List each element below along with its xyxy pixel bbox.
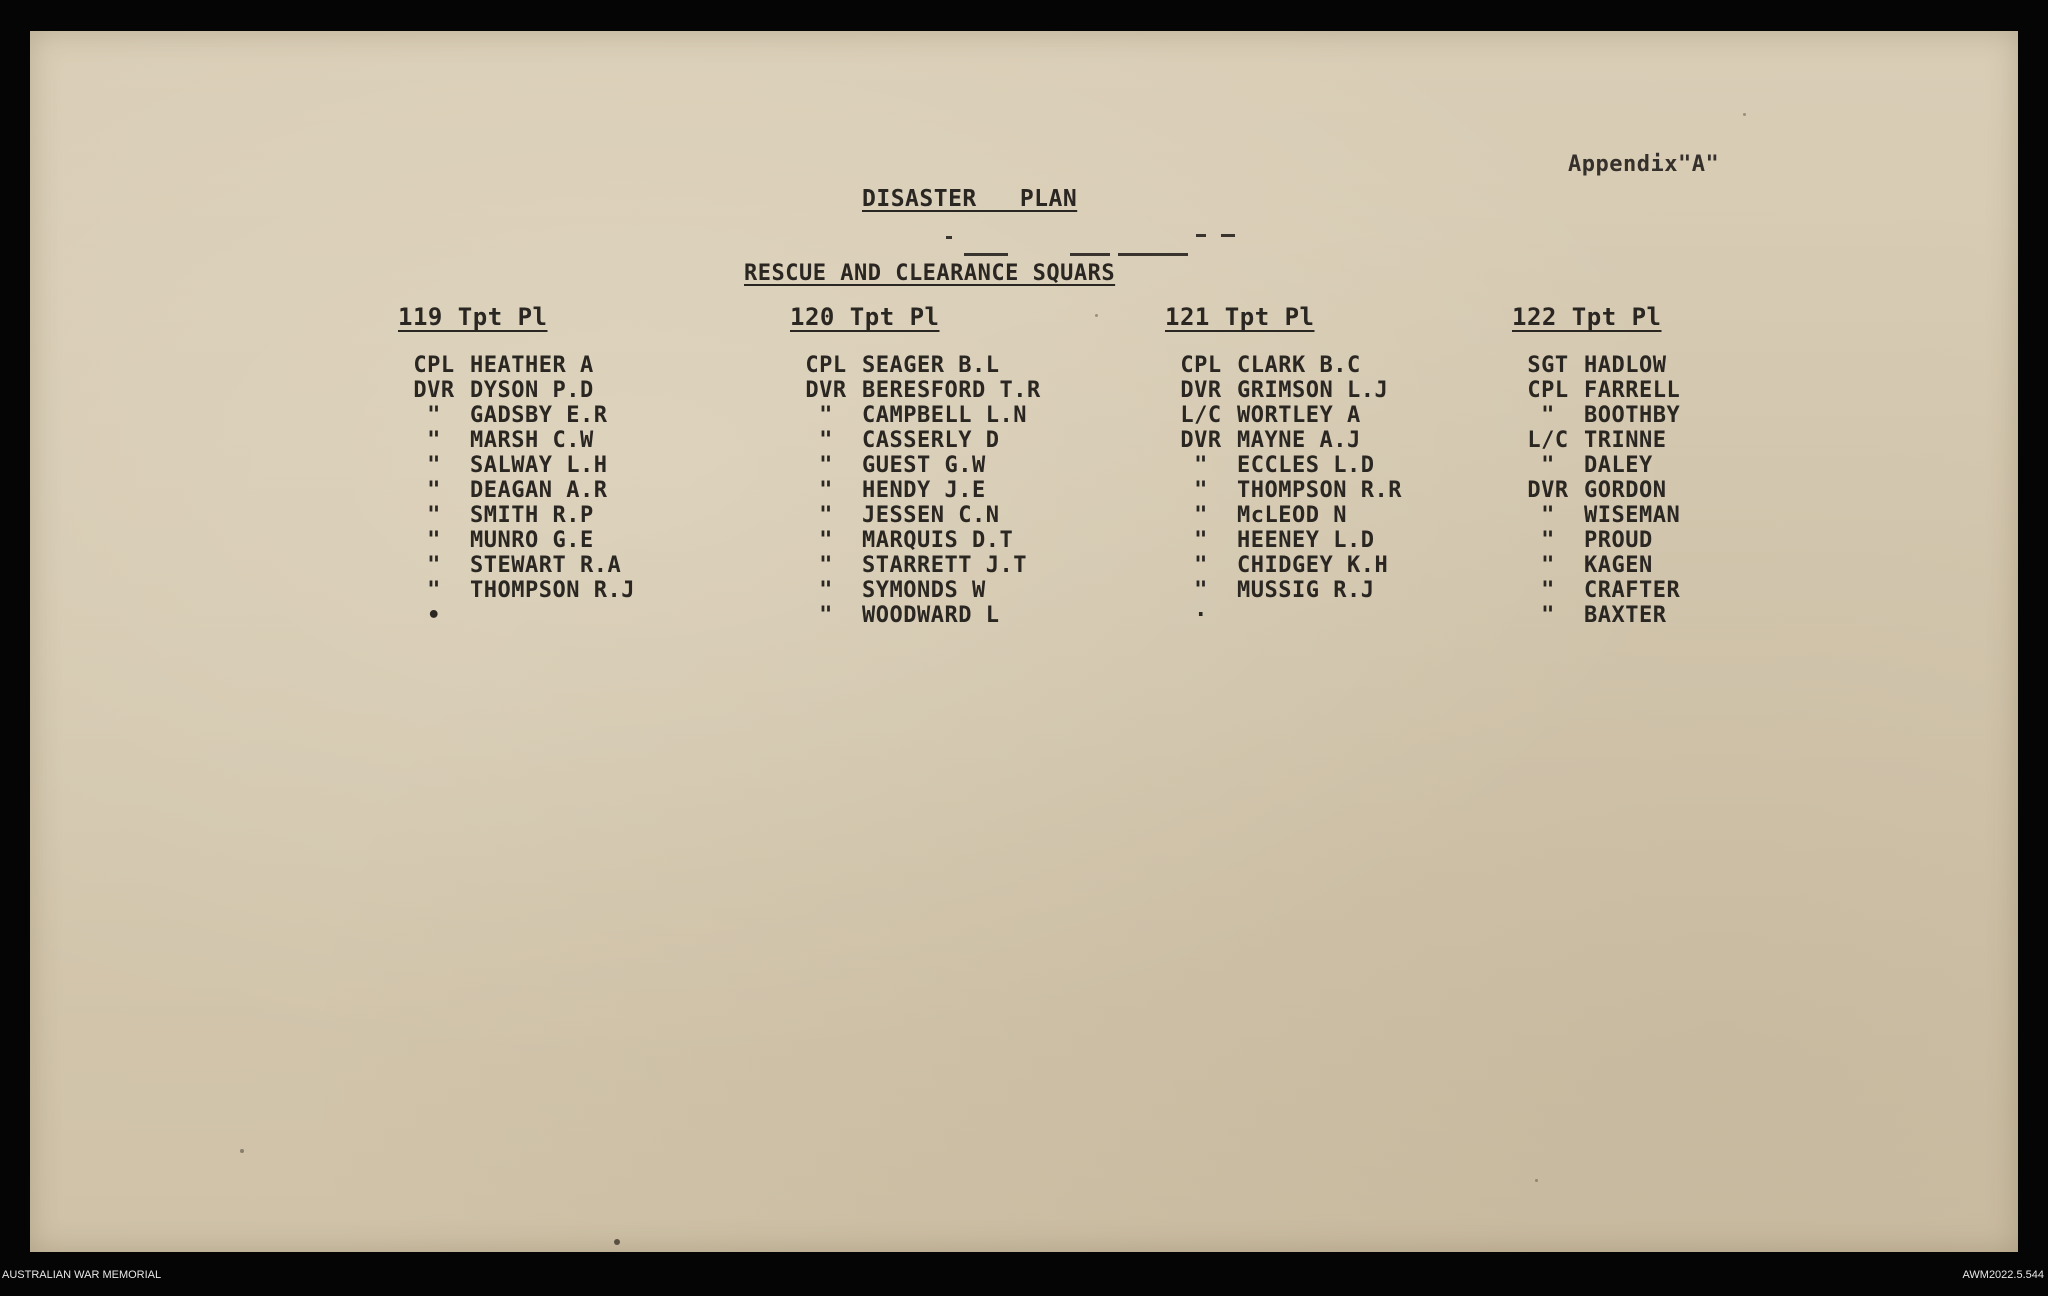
roster-row	[1512, 378, 1680, 403]
rank: CPL	[413, 353, 455, 378]
rank: CPL	[805, 353, 847, 378]
member-name: FARRELL	[1584, 378, 1681, 403]
member-name: PROUD	[1584, 528, 1653, 553]
roster-row	[790, 528, 1041, 553]
member-name: CLARK B.C	[1237, 353, 1361, 378]
member-name: MUNRO G.E	[470, 528, 594, 553]
member-name: TRINNE	[1584, 428, 1667, 453]
roster-row	[790, 453, 1041, 478]
member-name: WOODWARD L	[862, 603, 1000, 628]
rank: "	[1194, 578, 1208, 603]
member-name: GUEST G.W	[862, 453, 986, 478]
roster-row	[1512, 353, 1680, 378]
roster-row	[790, 603, 1041, 628]
rank: L/C	[1527, 428, 1569, 453]
roster-row	[790, 478, 1041, 503]
paper-speck	[614, 1239, 620, 1245]
rank: "	[1194, 453, 1208, 478]
rank: SGT	[1527, 353, 1569, 378]
member-name: MUSSIG R.J	[1237, 578, 1375, 603]
rank: "	[1541, 578, 1555, 603]
rank: L/C	[1180, 403, 1222, 428]
rank: "	[819, 503, 833, 528]
roster-row	[1512, 553, 1680, 578]
appendix-label: Appendix"A"	[1568, 152, 1720, 177]
member-name: CHIDGEY K.H	[1237, 553, 1389, 578]
roster-row	[398, 353, 635, 378]
roster-row	[1512, 478, 1680, 503]
rank: CPL	[1180, 353, 1222, 378]
rank: DVR	[1180, 378, 1222, 403]
roster-row	[790, 403, 1041, 428]
roster-row	[1512, 528, 1680, 553]
roster-row	[1165, 478, 1402, 503]
footer-accession-number: AWM2022.5.544	[1962, 1269, 2044, 1281]
roster-row	[1512, 603, 1680, 628]
roster-row	[398, 378, 635, 403]
rank: "	[427, 478, 441, 503]
member-name: DALEY	[1584, 453, 1653, 478]
rank: "	[819, 453, 833, 478]
paper-speck	[1743, 113, 1746, 116]
roster-row	[398, 403, 635, 428]
rank: "	[1541, 603, 1555, 628]
rank: "	[819, 528, 833, 553]
paper-speck	[1535, 1179, 1538, 1182]
unit-heading: 120 Tpt Pl	[790, 303, 940, 331]
member-name: SEAGER B.L	[862, 353, 1000, 378]
roster-row	[1165, 403, 1402, 428]
member-name: McLEOD N	[1237, 503, 1347, 528]
member-name: SMITH R.P	[470, 503, 594, 528]
roster-row	[790, 378, 1041, 403]
member-name: DEAGAN A.R	[470, 478, 608, 503]
roster-row	[1512, 503, 1680, 528]
rank: "	[1541, 528, 1555, 553]
rank: "	[819, 478, 833, 503]
roster-row	[1165, 603, 1402, 628]
member-name: THOMPSON R.J	[470, 578, 635, 603]
member-name: GRIMSON L.J	[1237, 378, 1389, 403]
rank: ·	[1194, 603, 1208, 628]
roster-row	[398, 478, 635, 503]
member-name: KAGEN	[1584, 553, 1653, 578]
member-name: HENDY J.E	[862, 478, 986, 503]
rank: "	[819, 603, 833, 628]
unit-heading: 119 Tpt Pl	[398, 303, 548, 331]
member-name: WORTLEY A	[1237, 403, 1361, 428]
roster-row	[1512, 428, 1680, 453]
roster-row	[1165, 528, 1402, 553]
rank: "	[427, 553, 441, 578]
roster-row	[1512, 403, 1680, 428]
rank: "	[427, 403, 441, 428]
member-name: ECCLES L.D	[1237, 453, 1375, 478]
roster-row	[1165, 353, 1402, 378]
roster-row	[1165, 578, 1402, 603]
roster-row	[398, 553, 635, 578]
paper-speck	[240, 1149, 244, 1153]
member-name: CRAFTER	[1584, 578, 1681, 603]
rank: DVR	[1527, 478, 1569, 503]
rank: "	[819, 403, 833, 428]
member-name: STARRETT J.T	[862, 553, 1027, 578]
member-name: CAMPBELL L.N	[862, 403, 1027, 428]
roster-row	[790, 553, 1041, 578]
member-name: SALWAY L.H	[470, 453, 608, 478]
rank: "	[427, 503, 441, 528]
document-title: DISASTER PLAN	[862, 186, 1078, 212]
member-name: BERESFORD T.R	[862, 378, 1041, 403]
member-name: STEWART R.A	[470, 553, 622, 578]
rank: "	[1194, 553, 1208, 578]
rank: "	[819, 578, 833, 603]
member-name: DYSON P.D	[470, 378, 594, 403]
rank: •	[427, 603, 441, 628]
rank: "	[1541, 453, 1555, 478]
member-name: BAXTER	[1584, 603, 1667, 628]
rank: "	[1194, 503, 1208, 528]
unit-heading: 122 Tpt Pl	[1512, 303, 1662, 331]
roster-row	[398, 578, 635, 603]
member-name: MAYNE A.J	[1237, 428, 1361, 453]
roster-row	[1165, 378, 1402, 403]
member-name: WISEMAN	[1584, 503, 1681, 528]
roster-row	[398, 528, 635, 553]
rank: "	[1541, 503, 1555, 528]
unit-column-121	[1165, 303, 1402, 628]
roster-row	[398, 428, 635, 453]
unit-column-122	[1512, 303, 1680, 628]
rank: "	[1194, 478, 1208, 503]
roster-row	[1512, 578, 1680, 603]
member-name: THOMPSON R.R	[1237, 478, 1402, 503]
rank: "	[819, 553, 833, 578]
unit-column-119	[398, 303, 635, 628]
rank: CPL	[1527, 378, 1569, 403]
rank: "	[427, 578, 441, 603]
roster-row	[398, 603, 635, 628]
rank: "	[1541, 553, 1555, 578]
member-name: MARSH C.W	[470, 428, 594, 453]
roster-row	[398, 453, 635, 478]
rank: "	[819, 428, 833, 453]
roster-row	[1165, 428, 1402, 453]
member-name: HEATHER A	[470, 353, 594, 378]
roster-row	[1165, 453, 1402, 478]
member-name: JESSEN C.N	[862, 503, 1000, 528]
rank: "	[427, 428, 441, 453]
roster-row	[1165, 503, 1402, 528]
member-name: HADLOW	[1584, 353, 1667, 378]
roster-row	[398, 503, 635, 528]
roster-row	[790, 503, 1041, 528]
member-name: GORDON	[1584, 478, 1667, 503]
roster-row	[1165, 553, 1402, 578]
unit-column-120	[790, 303, 1041, 628]
member-name: HEENEY L.D	[1237, 528, 1375, 553]
roster-row	[790, 353, 1041, 378]
rank: DVR	[413, 378, 455, 403]
rank: "	[1541, 403, 1555, 428]
document-subtitle: RESCUE AND CLEARANCE SQUARS	[744, 261, 1116, 286]
rank: "	[427, 453, 441, 478]
roster-row	[790, 578, 1041, 603]
member-name: SYMONDS W	[862, 578, 986, 603]
rank: DVR	[805, 378, 847, 403]
rank: "	[1194, 528, 1208, 553]
member-name: GADSBY E.R	[470, 403, 608, 428]
document-page	[30, 31, 2018, 1252]
rank: DVR	[1180, 428, 1222, 453]
unit-heading: 121 Tpt Pl	[1165, 303, 1315, 331]
footer-institution: AUSTRALIAN WAR MEMORIAL	[2, 1269, 162, 1281]
member-name: MARQUIS D.T	[862, 528, 1014, 553]
roster-row	[790, 428, 1041, 453]
rank: "	[427, 528, 441, 553]
roster-row	[1512, 453, 1680, 478]
paper-speck	[1095, 314, 1098, 317]
member-name: CASSERLY D	[862, 428, 1000, 453]
member-name: BOOTHBY	[1584, 403, 1681, 428]
